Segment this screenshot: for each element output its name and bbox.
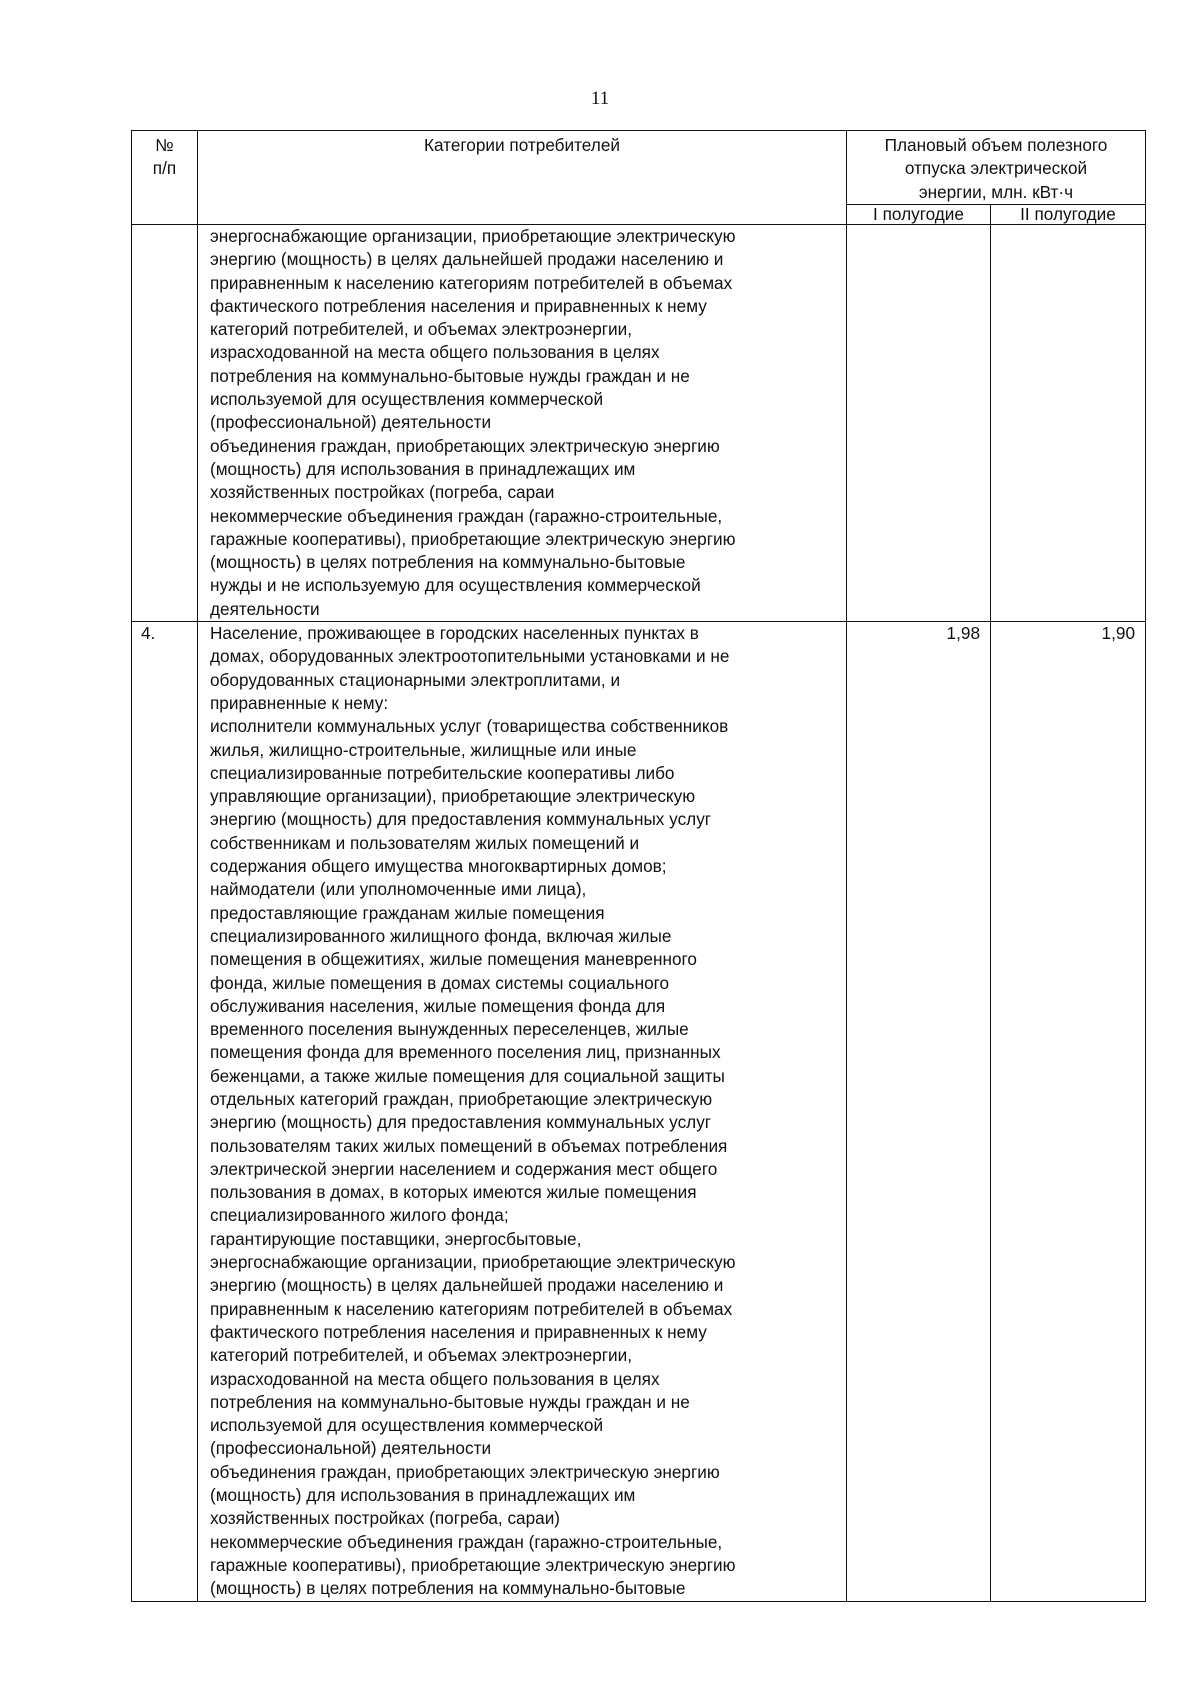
category-text-line: собственникам и пользователям жилых помещений и bbox=[210, 832, 640, 853]
category-text-line: хозяйственных постройках (погреба, сараи) bbox=[210, 1508, 561, 1529]
first-half-value: 1,98 bbox=[847, 622, 991, 1601]
header-number bbox=[132, 131, 198, 225]
table-row bbox=[132, 225, 1146, 622]
category-text-line: помещения в общежитиях, жилые помещения маневренного bbox=[210, 949, 697, 970]
category-text-line: приравненные к нему: bbox=[210, 692, 389, 713]
category-text-line: фактического потребления населения и приравненных к нему bbox=[210, 295, 707, 316]
category-text-line: жилья, жилищно-строительные, жилищные или иные bbox=[210, 739, 637, 760]
category-text-line: обслуживания населения, жилые помещения фонда для bbox=[210, 995, 666, 1016]
category-text-line: фонда, жилые помещения в домах системы социального bbox=[210, 972, 670, 993]
category-text-line: беженцами, а также жилые помещения для социальной защиты bbox=[210, 1065, 725, 1086]
category-text-line: (мощность) для использования в принадлежащих им bbox=[210, 458, 636, 479]
category-text-line: потребления на коммунально-бытовые нужды граждан и не bbox=[210, 1391, 690, 1412]
category-text-line: израсходованной на места общего пользования в целях bbox=[210, 342, 660, 363]
page-number: 11 bbox=[590, 88, 610, 109]
category-cell bbox=[198, 225, 847, 622]
category-text-line: энергоснабжающие организации, приобретающие электрическую bbox=[210, 226, 736, 246]
header-planned-volume bbox=[847, 131, 1146, 205]
category-text-line: электрической энергии населением и содержания мест общего bbox=[210, 1158, 718, 1179]
category-text-line: некоммерческие объединения граждан (гаражно-строительные, bbox=[210, 1531, 723, 1552]
header-volume-line: Плановый объем полезного bbox=[884, 135, 1108, 155]
category-text-line: фактического потребления населения и приравненных к нему bbox=[210, 1321, 707, 1342]
category-text-line: категорий потребителей, и объемах электроэнергии, bbox=[210, 1345, 632, 1366]
header-volume-line: энергии, млн. кВт·ч bbox=[918, 181, 1074, 202]
category-text-line: энергоснабжающие организации, приобретающие электрическую bbox=[210, 1252, 736, 1273]
category-text-line: гаражные кооперативы), приобретающие электрическую энергию bbox=[210, 1554, 736, 1575]
header-number-abbrev: п/п bbox=[152, 158, 177, 179]
consumer-categories-table bbox=[131, 130, 1146, 1602]
category-text-line: содержания общего имущества многоквартирных домов; bbox=[210, 856, 667, 877]
category-cell bbox=[198, 622, 847, 1601]
category-text-line: специализированные потребительские кооперативы либо bbox=[210, 762, 675, 783]
category-text-line: домах, оборудованных электроотопительными установками и не bbox=[210, 646, 730, 667]
category-text-line: объединения граждан, приобретающих электрическую энергию bbox=[210, 1461, 720, 1482]
row-number-cell bbox=[132, 225, 198, 622]
category-text-line: деятельности bbox=[210, 598, 320, 619]
category-text-line: потребления на коммунально-бытовые нужды граждан и не bbox=[210, 365, 690, 386]
category-text-line: приравненным к населению категориям потребителей в объемах bbox=[210, 272, 733, 293]
second-half-value bbox=[991, 225, 1146, 622]
header-number-symbol: № bbox=[155, 135, 174, 155]
category-text-line: некоммерческие объединения граждан (гаражно-строительные, bbox=[210, 505, 723, 526]
category-text-line: энергию (мощность) для предоставления коммунальных услуг bbox=[210, 1112, 712, 1133]
category-text-line: специализированного жилого фонда; bbox=[210, 1205, 509, 1226]
category-text-line: энергию (мощность) для предоставления коммунальных услуг bbox=[210, 809, 712, 830]
category-text-line: (мощность) в целях потребления на коммунально-бытовые bbox=[210, 1578, 686, 1599]
category-text-line: категорий потребителей, и объемах электроэнергии, bbox=[210, 319, 632, 340]
category-text-line: энергию (мощность) в целях дальнейшей продажи населению и bbox=[210, 1275, 724, 1296]
row-number-cell: 4. bbox=[132, 622, 198, 1601]
category-text-line: гарантирующие поставщики, энергосбытовые, bbox=[210, 1228, 582, 1249]
header-second-half: II полугодие bbox=[991, 205, 1146, 225]
category-text-line: временного поселения вынужденных переселенцев, жилые bbox=[210, 1019, 689, 1040]
category-text-line: пользователям таких жилых помещений в объемах потребления bbox=[210, 1135, 728, 1156]
category-text-line: пользования в домах, в которых имеются жилые помещения bbox=[210, 1182, 697, 1203]
category-text-line: отдельных категорий граждан, приобретающие электрическую bbox=[210, 1088, 713, 1109]
category-text-line: нужды и не используемую для осуществления коммерческой bbox=[210, 575, 701, 596]
category-text-line: объединения граждан, приобретающих электрическую энергию bbox=[210, 435, 720, 456]
category-text-line: исполнители коммунальных услуг (товарищества собственников bbox=[210, 716, 729, 737]
category-text-line: оборудованных стационарными электроплитами, и bbox=[210, 669, 621, 690]
category-text-line: (профессиональной) деятельности bbox=[210, 412, 492, 433]
first-half-value bbox=[847, 225, 991, 622]
category-text-line: приравненным к населению категориям потребителей в объемах bbox=[210, 1298, 733, 1319]
category-text-line: хозяйственных постройках (погреба, сараи bbox=[210, 482, 555, 503]
category-text-line: наймодатели (или уполномоченные ими лица), bbox=[210, 879, 587, 900]
category-text-line: (мощность) для использования в принадлежащих им bbox=[210, 1485, 636, 1506]
category-text-line: управляющие организации), приобретающие электрическую bbox=[210, 786, 696, 807]
category-text-line: энергию (мощность) в целях дальнейшей продажи населению и bbox=[210, 249, 724, 270]
second-half-value: 1,90 bbox=[991, 622, 1146, 1601]
header-first-half: I полугодие bbox=[847, 205, 991, 225]
category-text-line: Население, проживающее в городских населенных пунктах в bbox=[210, 623, 699, 644]
header-volume-line: отпуска электрической bbox=[904, 158, 1088, 179]
category-text-line: используемой для осуществления коммерческой bbox=[210, 389, 604, 410]
category-text-line: используемой для осуществления коммерческой bbox=[210, 1415, 604, 1436]
category-text-line: израсходованной на места общего пользования в целях bbox=[210, 1368, 660, 1389]
table-header-row bbox=[132, 131, 1146, 205]
category-text-line: помещения фонда для временного поселения лиц, признанных bbox=[210, 1042, 721, 1063]
category-text-line: гаражные кооперативы), приобретающие электрическую энергию bbox=[210, 528, 736, 549]
category-text-line: предоставляющие гражданам жилые помещения bbox=[210, 902, 605, 923]
category-text-line: (профессиональной) деятельности bbox=[210, 1438, 492, 1459]
table-row bbox=[132, 622, 1146, 1601]
category-text-line: специализированного жилищного фонда, включая жилые bbox=[210, 925, 672, 946]
header-category: Категории потребителей bbox=[198, 131, 847, 225]
category-text-line: (мощность) в целях потребления на коммунально-бытовые bbox=[210, 552, 686, 573]
